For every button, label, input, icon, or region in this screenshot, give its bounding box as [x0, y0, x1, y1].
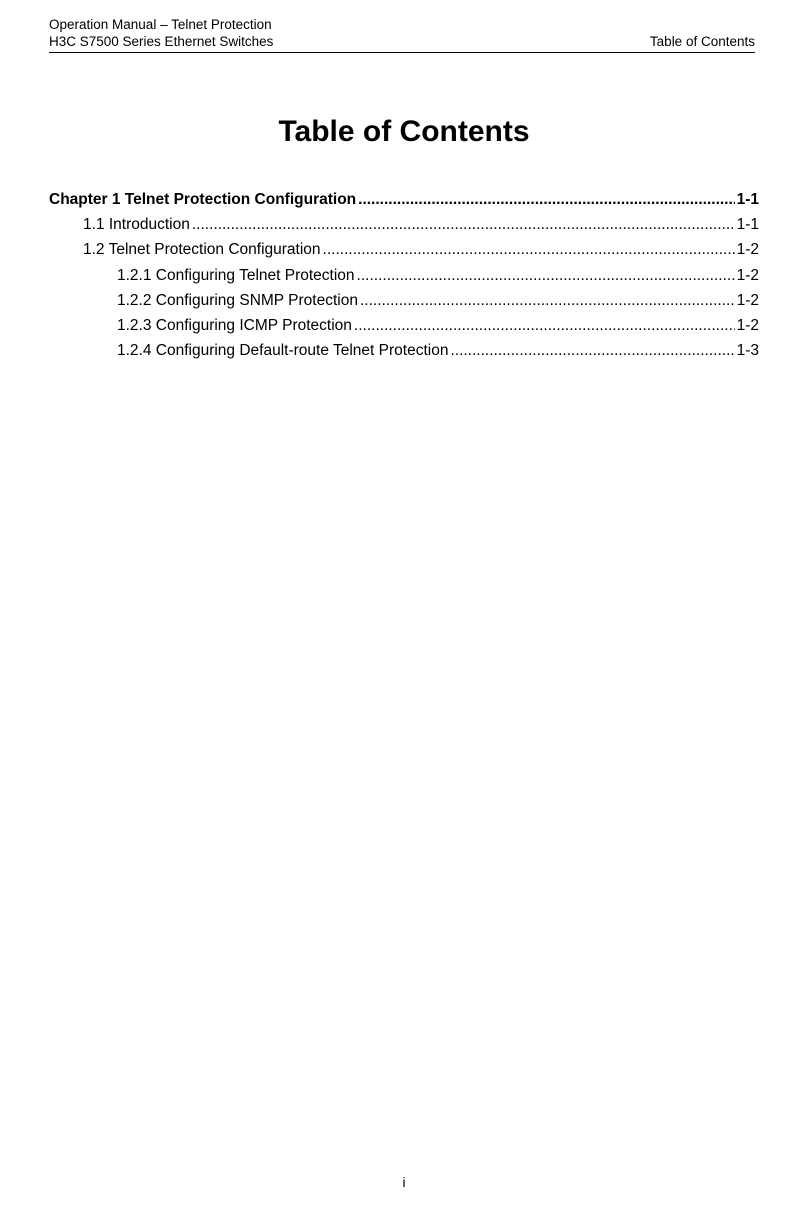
toc-entry-page: 1-1	[736, 216, 759, 234]
header-product-name: H3C S7500 Series Ethernet Switches	[49, 34, 274, 49]
toc-dot-leader	[358, 187, 734, 212]
header-manual-title: Operation Manual – Telnet Protection	[49, 17, 272, 32]
toc-dot-leader	[450, 338, 734, 363]
toc-dot-leader	[192, 212, 735, 237]
toc-entry-text: 1.2.3 Configuring ICMP Protection	[117, 316, 352, 334]
header-section-name: Table of Contents	[649, 34, 755, 49]
toc-entry-chapter-1[interactable]	[49, 187, 759, 212]
toc-entry-page: 1-1	[736, 191, 759, 208]
toc-entry-1-2-1[interactable]	[49, 263, 759, 288]
toc-entry-page: 1-2	[736, 291, 759, 309]
toc-dot-leader	[357, 263, 735, 288]
header-row	[49, 33, 755, 50]
toc-dot-leader	[323, 237, 735, 262]
toc-entry-text: 1.2 Telnet Protection Configuration	[83, 241, 321, 259]
toc-entry-text: 1.1 Introduction	[83, 216, 190, 234]
toc-entry-1-1[interactable]	[49, 212, 759, 237]
toc-dot-leader	[360, 288, 735, 313]
toc-entry-page: 1-3	[736, 342, 759, 360]
toc-entry-text: 1.2.1 Configuring Telnet Protection	[117, 266, 355, 284]
toc-entry-page: 1-2	[736, 241, 759, 259]
page-title: Table of Contents	[278, 115, 530, 148]
toc-entry-page: 1-2	[736, 316, 759, 334]
toc-entry-1-2-3[interactable]	[49, 313, 759, 338]
toc-entry-page: 1-2	[736, 266, 759, 284]
toc-entry-1-2-2[interactable]	[49, 288, 759, 313]
page-number: i	[402, 1174, 406, 1190]
toc-entry-text: Chapter 1 Telnet Protection Configuration	[49, 191, 357, 208]
toc-entry-1-2[interactable]	[49, 237, 759, 262]
toc-dot-leader	[354, 313, 735, 338]
toc-entry-1-2-4[interactable]	[49, 338, 759, 363]
toc-entry-text: 1.2.2 Configuring SNMP Protection	[117, 291, 358, 309]
table-of-contents	[49, 187, 759, 363]
toc-entry-text: 1.2.4 Configuring Default-route Telnet Protection	[117, 342, 449, 360]
running-header	[49, 16, 755, 53]
